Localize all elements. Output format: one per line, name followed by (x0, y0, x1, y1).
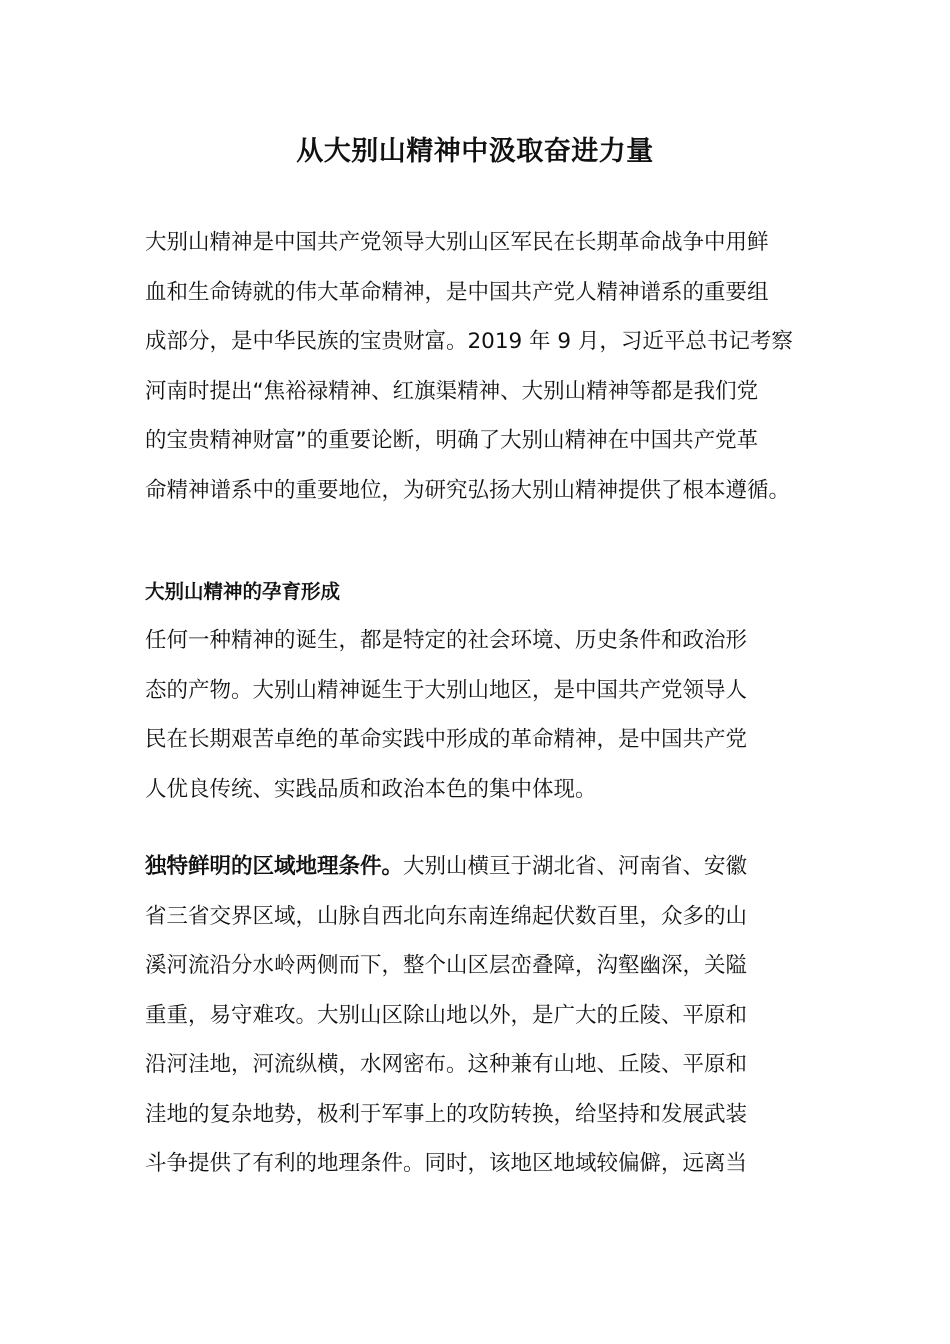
geography-paragraph (145, 842, 805, 1189)
paragraph-line: 的宝贵精神财富”的重要论断，明确了大别山精神在中国共产党革 (145, 428, 759, 453)
paragraph-line: 态的产物。大别山精神诞生于大别山地区，是中国共产党领导人 (145, 677, 748, 703)
paragraph-line: 人优良传统、实践品质和政治本色的集中体现。 (145, 776, 597, 802)
paragraph-line (145, 842, 805, 892)
paragraph-line: 沿河洼地，河流纵横，水网密布。这种兼有山地、丘陵、平原和 (145, 1052, 748, 1077)
paragraph-lead: 独特鲜明的区域地理条件。 (145, 854, 404, 879)
paragraph-line: 民在长期艰苦卓绝的革命实践中形成的革命精神，是中国共产党 (145, 727, 748, 752)
paragraph-line: 命精神谱系中的重要地位，为研究弘扬大别山精神提供了根本遵循。 (145, 477, 791, 503)
paragraph-line: 成部分，是中华民族的宝贵财富。2019 年 9 月，习近平总书记考察 (145, 329, 793, 354)
paragraph-line: 重重，易守难攻。大别山区除山地以外，是广大的丘陵、平原和 (145, 1002, 748, 1028)
formation-paragraph (145, 616, 805, 814)
intro-paragraph (145, 218, 805, 515)
paragraph-line: 省三省交界区域，山脉自西北向东南连绵起伏数百里，众多的山 (145, 903, 748, 929)
paragraph-line: 溪河流沿分水岭两侧而下，整个山区层峦叠障，沟壑幽深，关隘 (145, 953, 748, 978)
document-title: 从大别山精神中汲取奋进力量 (296, 136, 654, 167)
paragraph-line: 河南时提出“焦裕禄精神、红旗渠精神、大别山精神等都是我们党 (145, 378, 759, 404)
section-heading: 大别山精神的孕育形成 (145, 580, 341, 603)
paragraph-line: 任何一种精神的诞生，都是特定的社会环境、历史条件和政治形 (145, 628, 748, 653)
paragraph-text: 大别山横亘于湖北省、河南省、安徽 (403, 854, 748, 879)
paragraph-line: 大别山精神是中国共产党领导大别山区军民在长期革命战争中用鲜 (145, 230, 769, 255)
paragraph-line: 洼地的复杂地势，极利于军事上的攻防转换，给坚持和发展武装 (145, 1101, 748, 1127)
paragraph-line: 血和生命铸就的伟大革命精神，是中国共产党人精神谱系的重要组 (145, 279, 769, 305)
paragraph-line: 斗争提供了有利的地理条件。同时，该地区地域较偏僻，远离当 (145, 1151, 748, 1176)
